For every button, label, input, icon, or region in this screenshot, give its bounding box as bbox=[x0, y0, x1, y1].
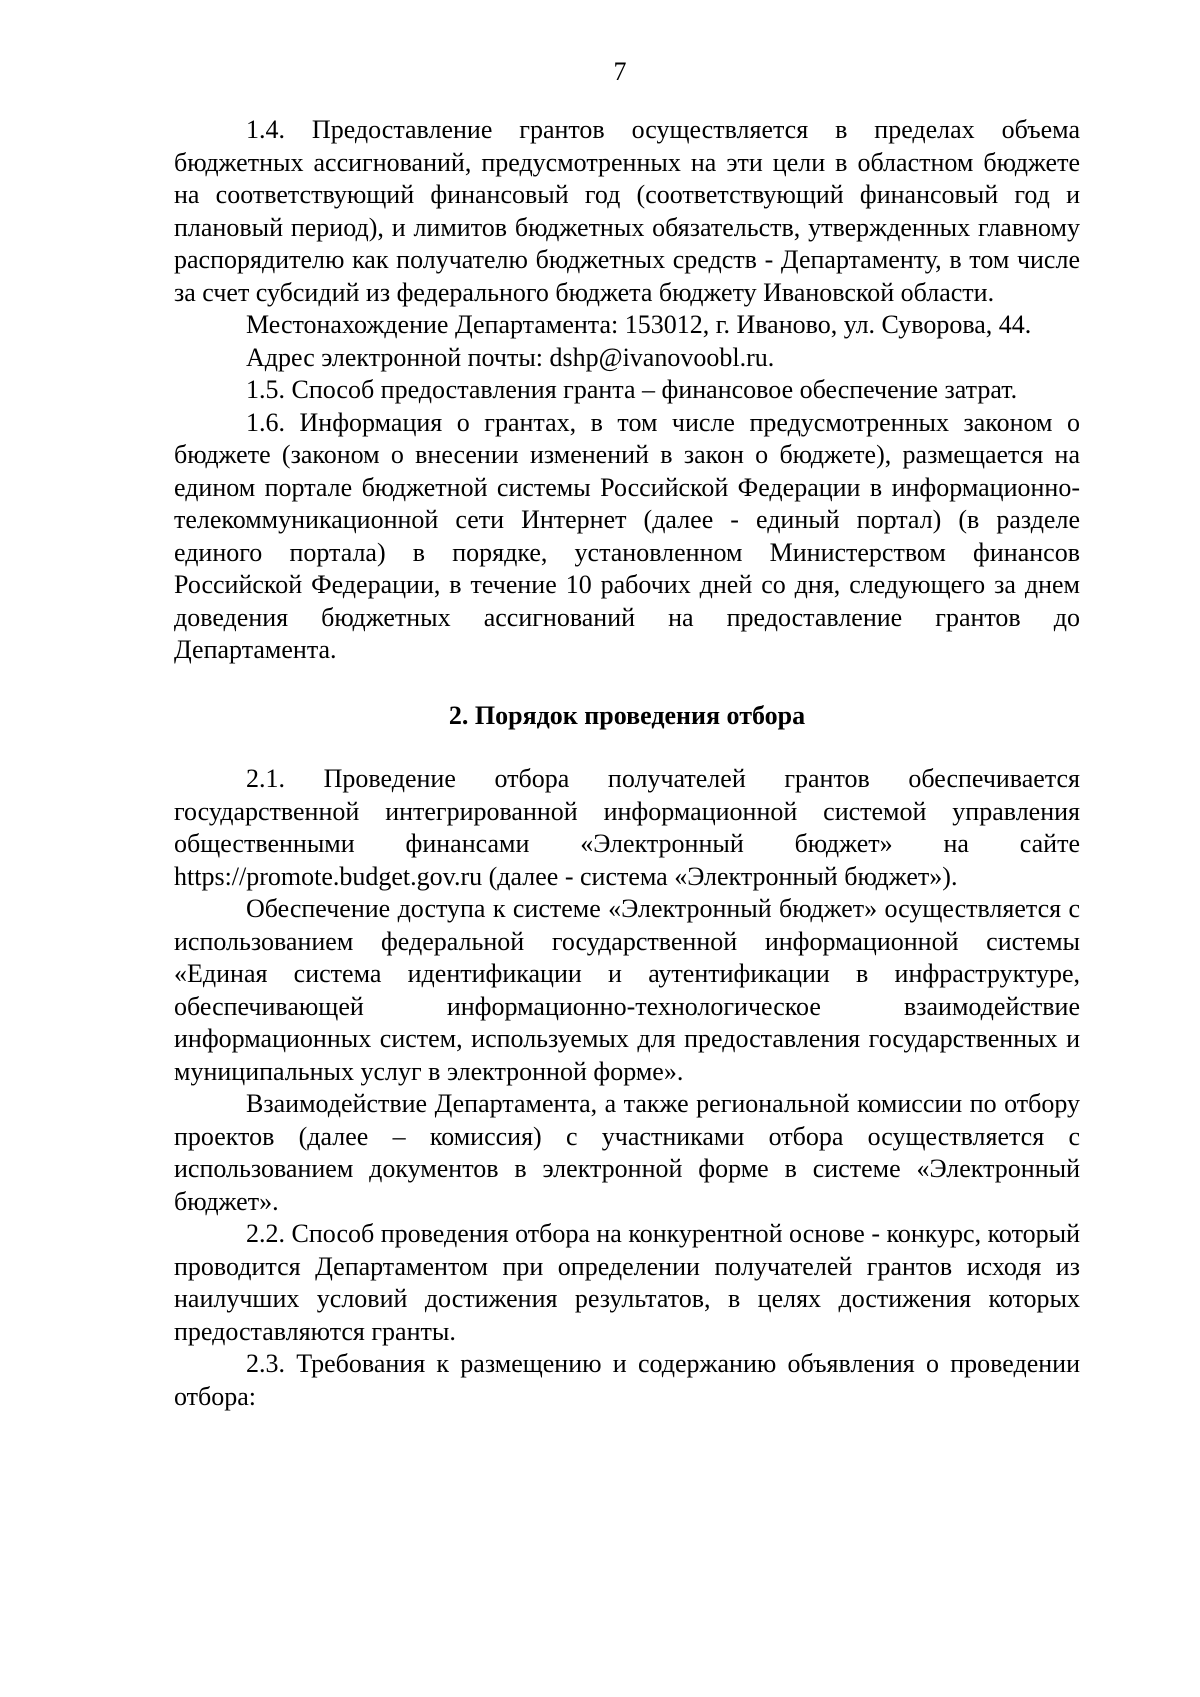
paragraph-1-4: 1.4. Предоставление грантов осуществляется в пределах объема бюджетных ассигнований, предусмотренных на эти цели в областном бюджете на соответствующий финансовый год (соответствующий финансовый год и плановый период), и лимитов бюджетных обязательств, утвержденных главному распорядителю как получателю бюджетных средств - Департаменту, в том числе за счет субсидий из федерального бюджета бюджету Ивановской области. bbox=[174, 115, 1080, 307]
paragraph-2-3: 2.3. Требования к размещению и содержанию объявления о проведении отбора: bbox=[174, 1349, 1080, 1411]
section-2-heading: 2. Порядок проведения отбора bbox=[448, 700, 806, 730]
page-number: 7 bbox=[613, 57, 627, 86]
paragraph-1-5: 1.5. Способ предоставления гранта – финансовое обеспечение затрат. bbox=[246, 375, 1018, 404]
paragraph-1-6: 1.6. Информация о грантах, в том числе предусмотренных законом о бюджете (законом о внесении изменений в закон о бюджете), размещается на едином портале бюджетной системы Российской Федерации в информационно-телекоммуникационной сети Интернет (далее - единый портал) (в разделе единого портала) в порядке, установленном Министерством финансов Российской Федерации, в течение 10 рабочих дней со дня, следующего за днем доведения бюджетных ассигнований на предоставление грантов до Департамента. bbox=[174, 407, 1080, 664]
paragraph-interaction: Взаимодействие Департамента, а также региональной комиссии по отбору проектов (далее – комиссия) с участниками отбора осуществляется с использованием документов в электронной форме в системе «Электронный бюджет». bbox=[174, 1089, 1080, 1216]
paragraph-access: Обеспечение доступа к системе «Электронный бюджет» осуществляется с использованием федеральной государственной информационной системы «Единая система идентификации и аутентификации в инфраструктуре, обеспечивающей информационно-технологическое взаимодействие информационных систем, используемых для предоставления государственных и муниципальных услуг в электронной форме». bbox=[174, 894, 1080, 1086]
paragraph-location: Местонахождение Департамента: 153012, г. Иваново, ул. Суворова, 44. bbox=[246, 310, 1032, 339]
document-body bbox=[174, 114, 1080, 1413]
paragraph-2-2: 2.2. Способ проведения отбора на конкурентной основе - конкурс, который проводится Департаментом при определении получателей грантов исходя из наилучших условий достижения результатов, в целях достижения которых предоставляются гранты. bbox=[174, 1219, 1080, 1346]
paragraph-2-1: 2.1. Проведение отбора получателей грантов обеспечивается государственной интегрированной информационной системой управления общественными финансами «Электронный бюджет» на сайте https://promote.budget.gov.ru (далее - система «Электронный бюджет»). bbox=[174, 764, 1080, 891]
paragraph-email: Адрес электронной почты: dshp@ivanovoobl.ru. bbox=[246, 342, 775, 372]
